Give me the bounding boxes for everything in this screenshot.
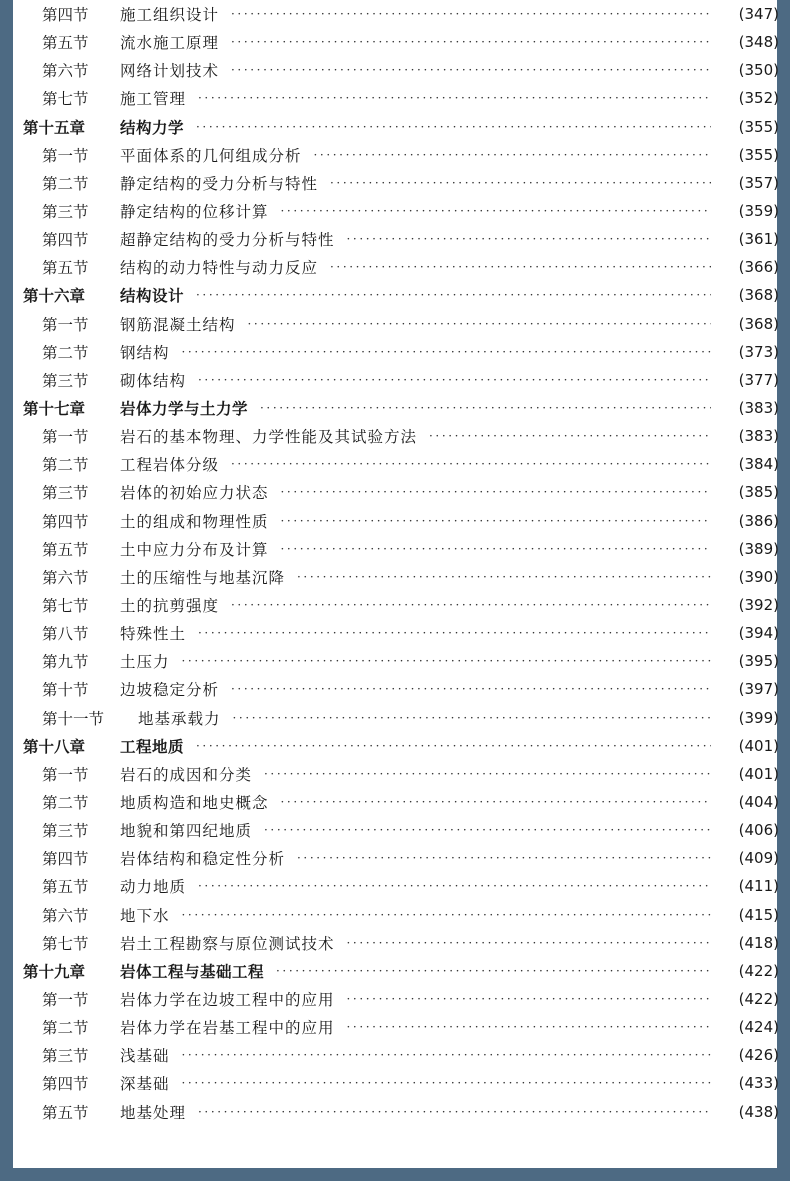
section-number: 第五节 — [42, 540, 89, 559]
page-number: (406) — [738, 821, 779, 840]
section-title: 岩体力学在岩基工程中的应用 — [120, 1019, 335, 1038]
chapter-number: 第十五章 — [23, 118, 86, 137]
section-title: 钢结构 — [120, 343, 170, 362]
page-number: (377) — [738, 370, 779, 389]
toc-section-entry — [23, 985, 781, 1013]
toc-section-entry — [23, 84, 781, 112]
section-number: 第六节 — [42, 906, 89, 925]
section-number: 第七节 — [42, 597, 89, 616]
section-number: 第一节 — [42, 146, 89, 165]
dot-leader — [314, 149, 711, 161]
page-number: (384) — [738, 455, 779, 474]
page-number: (352) — [738, 89, 779, 108]
section-number: 第三节 — [42, 203, 89, 222]
section-number: 第二节 — [42, 343, 89, 362]
toc-section-entry — [23, 619, 781, 647]
section-title: 静定结构的位移计算 — [120, 203, 269, 222]
section-title: 岩体结构和稳定性分析 — [120, 850, 286, 869]
page-number: (390) — [738, 567, 779, 586]
section-number: 第五节 — [42, 34, 89, 53]
page-number: (399) — [738, 708, 779, 727]
toc-section-entry — [23, 872, 781, 900]
dot-leader — [198, 374, 711, 386]
dot-leader — [248, 318, 711, 330]
page-number: (373) — [738, 342, 779, 361]
toc-section-entry — [23, 1041, 781, 1069]
dot-leader — [264, 824, 711, 836]
page-number: (368) — [738, 314, 779, 333]
page-number: (383) — [738, 399, 779, 418]
page-number: (424) — [738, 1018, 779, 1037]
dot-leader — [231, 8, 711, 20]
page-number: (392) — [738, 596, 779, 615]
page-number: (422) — [738, 989, 779, 1008]
dot-leader — [182, 655, 711, 667]
toc-section-entry — [23, 507, 781, 535]
section-number: 第五节 — [42, 259, 89, 278]
chapter-number: 第十六章 — [23, 287, 86, 306]
dot-leader — [347, 1021, 711, 1033]
chapter-title: 结构设计 — [120, 287, 185, 306]
section-title: 土的组成和物理性质 — [120, 512, 269, 531]
section-number: 第六节 — [42, 62, 89, 81]
page-number: (401) — [738, 764, 779, 783]
section-number: 第五节 — [42, 1103, 89, 1122]
section-number: 第一节 — [42, 428, 89, 447]
section-title: 岩体的初始应力状态 — [120, 484, 269, 503]
dot-leader — [196, 121, 711, 133]
dot-leader — [231, 599, 711, 611]
section-title: 浅基础 — [120, 1047, 170, 1066]
dot-leader — [260, 402, 711, 414]
dot-leader — [347, 993, 711, 1005]
section-title: 平面体系的几何组成分析 — [120, 146, 302, 165]
toc-section-entry — [23, 929, 781, 957]
section-title: 施工组织设计 — [120, 6, 220, 25]
section-title: 网络计划技术 — [120, 62, 220, 81]
section-title: 特殊性土 — [120, 625, 187, 644]
toc-section-entry — [23, 28, 781, 56]
dot-leader — [196, 740, 711, 752]
toc-section-entry — [23, 788, 781, 816]
page-number: (404) — [738, 793, 779, 811]
section-number: 第三节 — [42, 484, 89, 503]
page-number: (401) — [738, 736, 779, 755]
dot-leader — [429, 430, 711, 442]
section-number: 第六节 — [42, 568, 89, 587]
section-title: 深基础 — [120, 1075, 170, 1094]
dot-leader — [231, 683, 711, 695]
section-title: 岩石的基本物理、力学性能及其试验方法 — [120, 428, 418, 447]
toc-section-entry — [23, 422, 781, 450]
toc-section-entry — [23, 225, 781, 253]
toc-section-entry — [23, 816, 781, 844]
section-title: 岩土工程勘察与原位测试技术 — [120, 934, 335, 953]
page-number: (422) — [738, 961, 779, 980]
section-number: 第八节 — [42, 625, 89, 644]
dot-leader — [281, 796, 711, 808]
page-number: (361) — [738, 230, 779, 249]
table-of-contents — [23, 0, 781, 1126]
dot-leader — [347, 937, 711, 949]
dot-leader — [182, 909, 711, 921]
toc-section-entry — [23, 647, 781, 675]
page-number: (418) — [738, 933, 779, 952]
toc-section-entry — [23, 563, 781, 591]
section-number: 第一节 — [42, 315, 89, 334]
page-number: (355) — [738, 117, 779, 136]
page-number: (359) — [738, 202, 779, 221]
section-number: 第三节 — [42, 371, 89, 390]
dot-leader — [182, 346, 711, 358]
section-number: 第二节 — [42, 794, 89, 812]
chapter-number: 第十九章 — [23, 962, 86, 981]
section-title: 流水施工原理 — [120, 34, 220, 53]
section-number: 第四节 — [42, 512, 89, 531]
page-number: (394) — [738, 624, 779, 643]
page-number: (355) — [738, 145, 779, 164]
dot-leader — [347, 233, 711, 245]
page-number: (395) — [738, 652, 779, 671]
toc-chapter-entry — [23, 732, 781, 760]
toc-chapter-entry — [23, 113, 781, 141]
dot-leader — [281, 205, 711, 217]
toc-section-entry — [23, 338, 781, 366]
section-title: 钢筋混凝土结构 — [120, 315, 236, 334]
dot-leader — [196, 289, 711, 301]
toc-chapter-entry — [23, 281, 781, 309]
document-page — [13, 0, 777, 1168]
section-title: 砌体结构 — [120, 371, 187, 390]
dot-leader — [198, 880, 711, 892]
page-number: (383) — [738, 427, 779, 446]
section-number: 第五节 — [42, 878, 89, 897]
section-title: 岩石的成因和分类 — [120, 765, 253, 784]
page-number: (438) — [738, 1102, 779, 1121]
dot-leader — [231, 458, 711, 470]
section-number: 第二节 — [42, 174, 89, 193]
toc-chapter-entry — [23, 957, 781, 985]
chapter-title: 工程地质 — [120, 737, 185, 756]
dot-leader — [198, 1106, 711, 1118]
page-number: (347) — [738, 5, 779, 24]
dot-leader — [231, 64, 711, 76]
section-title: 土压力 — [120, 653, 170, 672]
toc-section-entry — [23, 1013, 781, 1041]
dot-leader — [297, 852, 711, 864]
toc-section-entry — [23, 197, 781, 225]
dot-leader — [182, 1049, 711, 1061]
section-title: 结构的动力特性与动力反应 — [120, 259, 319, 278]
toc-section-entry — [23, 0, 781, 28]
toc-section-entry — [23, 535, 781, 563]
section-number: 第二节 — [42, 1019, 89, 1038]
section-title: 地基处理 — [120, 1103, 187, 1122]
toc-section-entry — [23, 591, 781, 619]
page-number: (397) — [738, 680, 779, 699]
toc-section-entry — [23, 1097, 781, 1125]
toc-section-entry — [23, 56, 781, 84]
section-title: 地质构造和地史概念 — [120, 794, 269, 812]
page-number: (357) — [738, 173, 779, 192]
dot-leader — [264, 768, 711, 780]
dot-leader — [198, 92, 711, 104]
page-number: (348) — [738, 33, 779, 52]
dot-leader — [182, 1077, 711, 1089]
section-title: 土的抗剪强度 — [120, 597, 220, 616]
section-title: 超静定结构的受力分析与特性 — [120, 231, 335, 250]
section-number: 第三节 — [42, 822, 89, 841]
section-title: 岩体力学在边坡工程中的应用 — [120, 990, 335, 1009]
page-number: (366) — [738, 258, 779, 277]
section-title: 土中应力分布及计算 — [120, 540, 269, 559]
toc-section-entry — [23, 760, 781, 788]
section-number: 第四节 — [42, 1075, 89, 1094]
chapter-title: 岩体工程与基础工程 — [120, 962, 265, 981]
dot-leader — [281, 486, 711, 498]
page-number: (368) — [738, 286, 779, 305]
toc-section-entry — [23, 478, 781, 506]
dot-leader — [198, 627, 711, 639]
dot-leader — [276, 965, 711, 977]
chapter-title: 岩体力学与土力学 — [120, 400, 249, 419]
section-title: 地基承载力 — [138, 709, 221, 728]
page-number: (385) — [738, 483, 779, 502]
toc-section-entry — [23, 675, 781, 703]
section-number: 第九节 — [42, 653, 89, 672]
page-number: (411) — [738, 877, 779, 896]
toc-section-entry — [23, 141, 781, 169]
page-number: (386) — [738, 511, 779, 530]
section-number: 第十一节 — [42, 709, 105, 728]
section-number: 第七节 — [42, 90, 89, 109]
dot-leader — [281, 543, 711, 555]
section-number: 第一节 — [42, 765, 89, 784]
section-title: 地貌和第四纪地质 — [120, 822, 253, 841]
page-number: (409) — [738, 849, 779, 868]
section-number: 第四节 — [42, 231, 89, 250]
section-title: 地下水 — [120, 906, 170, 925]
section-number: 第一节 — [42, 990, 89, 1009]
section-title: 静定结构的受力分析与特性 — [120, 174, 319, 193]
toc-chapter-entry — [23, 394, 781, 422]
toc-section-entry — [23, 704, 781, 732]
toc-section-entry — [23, 1069, 781, 1097]
page-number: (415) — [738, 905, 779, 924]
section-number: 第四节 — [42, 6, 89, 25]
toc-section-entry — [23, 450, 781, 478]
dot-leader — [233, 712, 711, 724]
section-number: 第四节 — [42, 850, 89, 869]
section-number: 第二节 — [42, 456, 89, 475]
page-number: (433) — [738, 1074, 779, 1093]
section-number: 第七节 — [42, 934, 89, 953]
page-number: (389) — [738, 539, 779, 558]
toc-section-entry — [23, 310, 781, 338]
toc-section-entry — [23, 366, 781, 394]
page-number: (426) — [738, 1046, 779, 1065]
chapter-number: 第十八章 — [23, 737, 86, 756]
dot-leader — [281, 515, 711, 527]
section-title: 动力地质 — [120, 878, 187, 897]
dot-leader — [231, 36, 711, 48]
section-title: 施工管理 — [120, 90, 187, 109]
toc-section-entry — [23, 253, 781, 281]
page-number: (350) — [738, 61, 779, 80]
chapter-title: 结构力学 — [120, 118, 185, 137]
section-number: 第十节 — [42, 681, 89, 700]
dot-leader — [297, 571, 711, 583]
section-title: 工程岩体分级 — [120, 456, 220, 475]
dot-leader — [330, 177, 711, 189]
dot-leader — [330, 261, 711, 273]
toc-section-entry — [23, 844, 781, 872]
section-number: 第三节 — [42, 1047, 89, 1066]
section-title: 土的压缩性与地基沉降 — [120, 568, 286, 587]
toc-section-entry — [23, 901, 781, 929]
chapter-number: 第十七章 — [23, 400, 86, 419]
section-title: 边坡稳定分析 — [120, 681, 220, 700]
toc-section-entry — [23, 169, 781, 197]
